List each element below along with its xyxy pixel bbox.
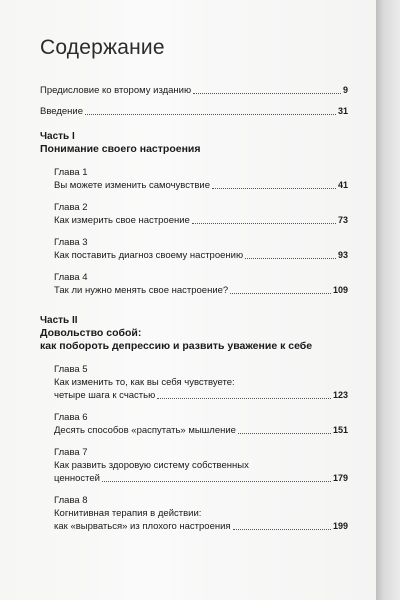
toc-chapter-1	[54, 166, 348, 192]
chapter-title: Как поставить диагноз своему настроению	[54, 250, 244, 261]
chapter-page: 151	[332, 425, 348, 435]
toc-chapter-6	[54, 411, 348, 437]
leader-dots	[230, 293, 331, 294]
chapter-page: 179	[332, 473, 348, 483]
toc-entry-title: Предисловие ко второму изданию	[40, 85, 192, 96]
chapter-title: ценностей	[54, 473, 100, 484]
part-label: Часть II	[40, 315, 78, 326]
chapter-title-row	[54, 520, 348, 533]
chapter-label: Глава 7	[54, 447, 88, 458]
leader-dots	[102, 481, 331, 482]
part-label: Часть I	[40, 131, 75, 142]
chapter-label: Глава 4	[54, 272, 88, 283]
toc-entry-title: Введение	[40, 106, 84, 117]
toc-entry-page: 9	[342, 85, 348, 95]
chapter-page: 41	[337, 180, 348, 190]
toc-part-1	[40, 130, 348, 297]
toc-chapter-8	[54, 494, 348, 533]
toc-chapter-5	[54, 363, 348, 402]
toc-entry-page: 31	[337, 106, 348, 116]
leader-dots	[212, 188, 336, 189]
toc-chapter-7	[54, 446, 348, 485]
toc-entry-preface	[40, 84, 348, 97]
chapter-page: 73	[337, 215, 348, 225]
chapter-title-row	[54, 424, 348, 437]
book-spine	[376, 0, 400, 600]
chapter-title-row	[54, 214, 348, 227]
chapter-title: Как изменить то, как вы себя чувствуете:	[54, 377, 235, 388]
part-title	[40, 327, 348, 353]
chapter-label: Глава 2	[54, 202, 88, 213]
toc-chapter-3	[54, 236, 348, 262]
chapter-label: Глава 1	[54, 167, 88, 178]
chapter-page: 109	[332, 285, 348, 295]
leader-dots	[193, 93, 341, 94]
leader-dots	[192, 223, 336, 224]
leader-dots	[233, 529, 331, 530]
chapter-title-row	[54, 179, 348, 192]
part-title-line: как побороть депрессию и развить уважение к себе	[40, 340, 313, 352]
chapter-label: Глава 3	[54, 237, 88, 248]
leader-dots	[245, 258, 336, 259]
part-title-line: Понимание своего настроения	[40, 143, 201, 155]
chapter-title-row	[54, 249, 348, 262]
part-title-line: Довольство собой:	[40, 327, 142, 339]
leader-dots	[157, 398, 331, 399]
chapter-title: Так ли нужно менять свое настроение?	[54, 285, 229, 296]
chapter-title-row	[54, 389, 348, 402]
chapter-title: четыре шага к счастью	[54, 390, 156, 401]
spacer	[40, 306, 348, 312]
toc-part-2	[40, 314, 348, 533]
chapter-title: Десять способов «распутать» мышление	[54, 425, 236, 436]
table-of-contents	[40, 36, 348, 542]
toc-heading: Содержание	[40, 36, 165, 59]
chapter-label: Глава 8	[54, 495, 88, 506]
leader-dots	[85, 114, 336, 115]
part-title	[40, 143, 348, 156]
toc-entry-introduction	[40, 105, 348, 118]
chapter-title: Когнитивная терапия в действии:	[54, 508, 202, 519]
chapter-page: 93	[337, 250, 348, 260]
chapter-title-row	[54, 472, 348, 485]
chapter-title: как «вырваться» из плохого настроения	[54, 521, 231, 532]
chapter-title: Как измерить свое настроение	[54, 215, 190, 226]
chapter-label: Глава 6	[54, 412, 88, 423]
leader-dots	[238, 433, 331, 434]
chapter-title: Вы можете изменить самочувствие	[54, 180, 210, 191]
chapter-page: 199	[332, 521, 348, 531]
toc-chapter-4	[54, 271, 348, 297]
chapter-label: Глава 5	[54, 364, 88, 375]
chapter-title: Как развить здоровую систему собственных	[54, 460, 249, 471]
chapter-page: 123	[332, 390, 348, 400]
toc-chapter-2	[54, 201, 348, 227]
chapter-title-row	[54, 284, 348, 297]
